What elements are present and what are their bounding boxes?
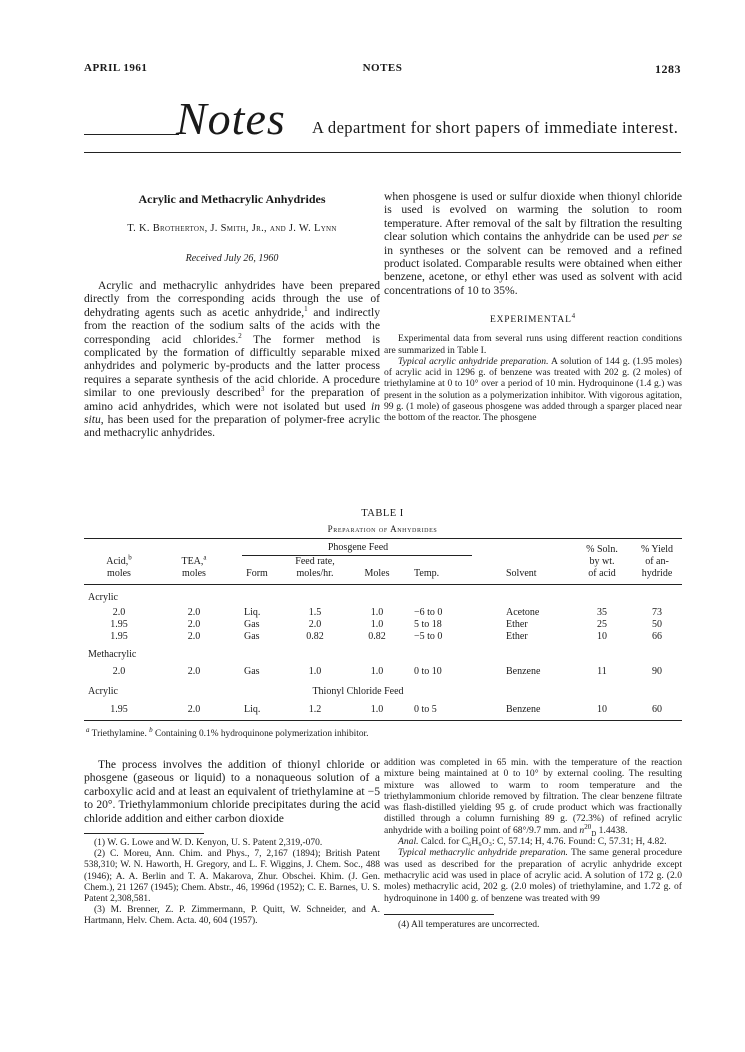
col-header-acid-unit: moles — [107, 568, 131, 579]
table-cell: 0.82 — [368, 631, 386, 642]
col-header-temp: Temp. — [414, 568, 440, 579]
article-title: Acrylic and Methacrylic Anhydrides — [138, 192, 326, 206]
table-cell: 5 to 18 — [414, 619, 442, 630]
banner-rule — [84, 134, 179, 135]
col-header-feed: Feed rate, — [295, 556, 335, 567]
table-cell: 1.95 — [110, 619, 128, 630]
table-cell: 73 — [652, 607, 662, 618]
col-header-soln-3: of acid — [588, 568, 616, 579]
methacrylic-prep-paragraph: Typical methacrylic anhydride preparation. The same general procedure was used as described for the preparation of acrylic anhydride except methacrylic acid was used in place of acrylic acid. A solution of 172 g. (2.0 moles) methacrylic acid, 202 g. (2.0 moles) of triethylamine, and 1.72 g. of hydroquinone in 1400 g. of benzene was treated with 99 — [384, 847, 682, 904]
table-cell: 1.2 — [308, 704, 322, 715]
col-header-feed-unit: moles/hr. — [296, 568, 334, 579]
col-header-acid: Acid,$^b$ — [106, 553, 132, 567]
col-header-yield-2: of an- — [645, 556, 669, 567]
table-cell: 10 — [597, 631, 607, 642]
table-cell: 2.0 — [112, 666, 126, 677]
running-head-section: NOTES — [362, 62, 403, 74]
table-cell: Ether — [506, 619, 528, 630]
thionyl-feed-subhead: Thionyl Chloride Feed — [312, 686, 404, 697]
banner-title: Notes — [176, 93, 286, 144]
section-label-methacrylic: Methacrylic — [88, 649, 137, 660]
group-header-rule — [242, 555, 472, 556]
table-caption: Preparation of Anhydrides — [327, 524, 438, 534]
table-cell: 0 to 5 — [414, 704, 437, 715]
col-header-tea: TEA,$^a$ — [181, 553, 207, 567]
table-cell: 1.95 — [110, 631, 128, 642]
banner-subtitle: A department for short papers of immediate interest. — [312, 118, 679, 137]
references — [84, 833, 380, 928]
table-cell: 1.0 — [370, 607, 384, 618]
col-header-yield-3: hydride — [641, 568, 673, 579]
table-cell: Ether — [506, 631, 528, 642]
table-cell: 2.0 — [187, 704, 201, 715]
reference-1: (1) W. G. Lowe and W. D. Kenyon, U. S. Patent 2,319,-070. — [94, 838, 323, 849]
table-cell: Liq. — [244, 704, 261, 715]
references-rule — [84, 833, 204, 834]
bottom-left-column — [84, 758, 380, 928]
col-header-form: Form — [246, 568, 268, 579]
table-cell: 0 to 10 — [414, 666, 442, 677]
table-cell: Acetone — [506, 607, 540, 618]
table-cell: 0.82 — [306, 631, 324, 642]
right-column-top — [384, 190, 682, 424]
header-bottom-rule — [84, 584, 682, 585]
banner-divider — [84, 152, 681, 153]
bottom-right-column — [384, 757, 682, 930]
table-title: TABLE I — [361, 508, 404, 519]
process-continuation-paragraph: when phosgene is used or sulfur dioxide when thionyl chloride is used is evolved on warming the solution to room temperature. After removal of the salt by filtration the resulting clear solution which contains the anhydride can be used per se in syntheses or the solvent can be removed and a refined product isolated. Comparable results were obtained when either benzene, acetone, or ethyl ether was used as solvent with acid concentrations of 10 to 35%. — [384, 190, 682, 297]
col-header-soln-2: by wt. — [589, 556, 615, 567]
intro-paragraph: Acrylic and methacrylic anhydrides have been prepared directly from the corresponding acids through the use of dehydrating agents such as acetic anhydride,$^1$ and indirectly from the reaction of the sodium salts of the acids with the corresponding acid chlorides.$^2$ The former method is complicated by the formation of difficultly separable mixed anhydrides and polymeric by-products and the latter process requires a separate synthesis of the acid chloride. A procedure similar to one previously described$^3$ for the preparation of amino acid anhydrides, which were not isolated but used in situ, has been used for the preparation of polymer-free acrylic and methacrylic anhydrides. — [84, 279, 380, 440]
col-header-moles: Moles — [364, 568, 390, 579]
experimental-intro: Experimental data from several runs using different reaction conditions are summarized in Table I. — [384, 333, 682, 356]
col-header-soln-1: % Soln. — [586, 544, 618, 555]
table-cell: 1.0 — [370, 619, 384, 630]
footnote-4: (4) All temperatures are uncorrected. — [398, 918, 540, 930]
table-cell: Liq. — [244, 607, 261, 618]
table-cell: Benzene — [506, 666, 541, 677]
table-cell: 35 — [597, 607, 607, 618]
page-number: 1283 — [655, 62, 681, 76]
table-cell: 2.0 — [187, 631, 201, 642]
table-cell: 1.5 — [308, 607, 322, 618]
anhydride-table — [84, 538, 682, 724]
table-cell: 2.0 — [187, 619, 201, 630]
acrylic-prep-paragraph: Typical acrylic anhydride preparation. A solution of 144 g. (1.95 moles) of acrylic acid in 1296 g. of benzene was treated with 202 g. (2 moles) of triethylamine at 0 to 10° over a period of 10 min. Hydroquinone (1.4 g.) was present in the solution as a polymerization inhibitor. With vigorous agitation, 99 g. (1 mole) of gaseous phosgene was added through a sparger placed near the bottom of the reactor. The phosgene — [384, 355, 682, 424]
table-cell: 50 — [652, 619, 662, 630]
analysis-paragraph: Anal. Calcd. for C₆H₆O₃: C, 57.14; H, 4.76. Found: C, 57.31; H, 4.82. — [398, 836, 667, 848]
reference-2: (2) C. Moreu, Ann. Chim. and Phys., 7, 2,167 (1894); British Patent 538,310; W. N. Haworth, H. Gregory, and L. F. Wiggins, J. Chem. Soc., 488 (1946); A. A. Berlin and T. A. Makarova, Zhur. Obschei. Khim. (J. Gen. Chem.), 21 1267 (1945); Chem. Abstr., 46, 1996d (1952); C. E. Barnes, U. S. Patent 2,308,581. — [84, 849, 380, 905]
table-cell: 1.0 — [370, 704, 384, 715]
col-header-solvent: Solvent — [506, 568, 537, 579]
received-date: Received July 26, 1960 — [185, 253, 279, 264]
process-paragraph: The process involves the addition of thionyl chloride or phosgene (gaseous or liquid) to a nonaqueous solution of a carboxylic acid and at least an equivalent of triethylamine at −5 to 20°. Triethylammonium chloride precipitates during the acid chloride addition and either carbon dioxide — [84, 758, 380, 825]
footnote-rule — [384, 914, 494, 915]
intro-paragraph-block — [84, 279, 380, 440]
table-bottom-rule — [84, 720, 682, 721]
table-cell: 90 — [652, 666, 662, 677]
table-footnotes: $^a$ Triethylamine. $^b$ Containing 0.1% hydroquinone polymerization inhibitor. — [86, 725, 369, 739]
acrylic-prep-continuation: addition was completed in 65 min. with the temperature of the reaction mixture being maintained at 0 to 10° by external cooling. The resulting mixture was allowed to warm to room temperature and the triethylammonium chloride removed by filtration. The clear benzene filtrate was flash-distilled yielding 95 g. of crude product which was fractionally distilled through a column furnishing 89 g. (72.3%) of refined acrylic anhydride with a boiling point of 68°/9.7 mm. and $n^{20}_D$ 1.4438. — [384, 757, 682, 838]
running-head — [84, 62, 681, 78]
table-cell: 11 — [597, 666, 607, 677]
table-cell: Gas — [244, 666, 260, 677]
reference-3: (3) M. Brenner, Z. P. Zimmermann, P. Quitt, W. Schneider, and A. Hartmann, Helv. Chem. Acta. 40, 604 (1957). — [84, 905, 380, 927]
table-cell: Benzene — [506, 704, 541, 715]
table-cell: 10 — [597, 704, 607, 715]
section-label-acrylic: Acrylic — [88, 592, 118, 603]
phosgene-feed-header: Phosgene Feed — [327, 542, 389, 553]
table-top-rule — [84, 538, 682, 539]
table-cell: 1.0 — [308, 666, 322, 677]
table-cell: 2.0 — [308, 619, 322, 630]
col-header-tea-unit: moles — [182, 568, 206, 579]
table-cell: 1.95 — [110, 704, 128, 715]
table-cell: 2.0 — [112, 607, 126, 618]
col-header-yield-1: % Yield — [640, 544, 674, 555]
table-cell: 60 — [652, 704, 662, 715]
experimental-heading: EXPERIMENTAL$^4$ — [490, 312, 576, 326]
running-head-date: APRIL 1961 — [84, 62, 148, 74]
table-cell: Gas — [244, 631, 260, 642]
table-cell: 1.0 — [370, 666, 384, 677]
table-cell: 66 — [652, 631, 662, 642]
section-label-acrylic-thionyl: Acrylic — [88, 686, 118, 697]
article-authors: T. K. Brotherton, J. Smith, Jr., and J. W. Lynn — [127, 223, 337, 234]
table-cell: Gas — [244, 619, 260, 630]
table-cell: −5 to 0 — [414, 631, 443, 642]
notes-banner — [84, 93, 681, 144]
table-cell: −6 to 0 — [414, 607, 443, 618]
table-cell: 25 — [597, 619, 607, 630]
table-cell: 2.0 — [187, 607, 201, 618]
table-cell: 2.0 — [187, 666, 201, 677]
